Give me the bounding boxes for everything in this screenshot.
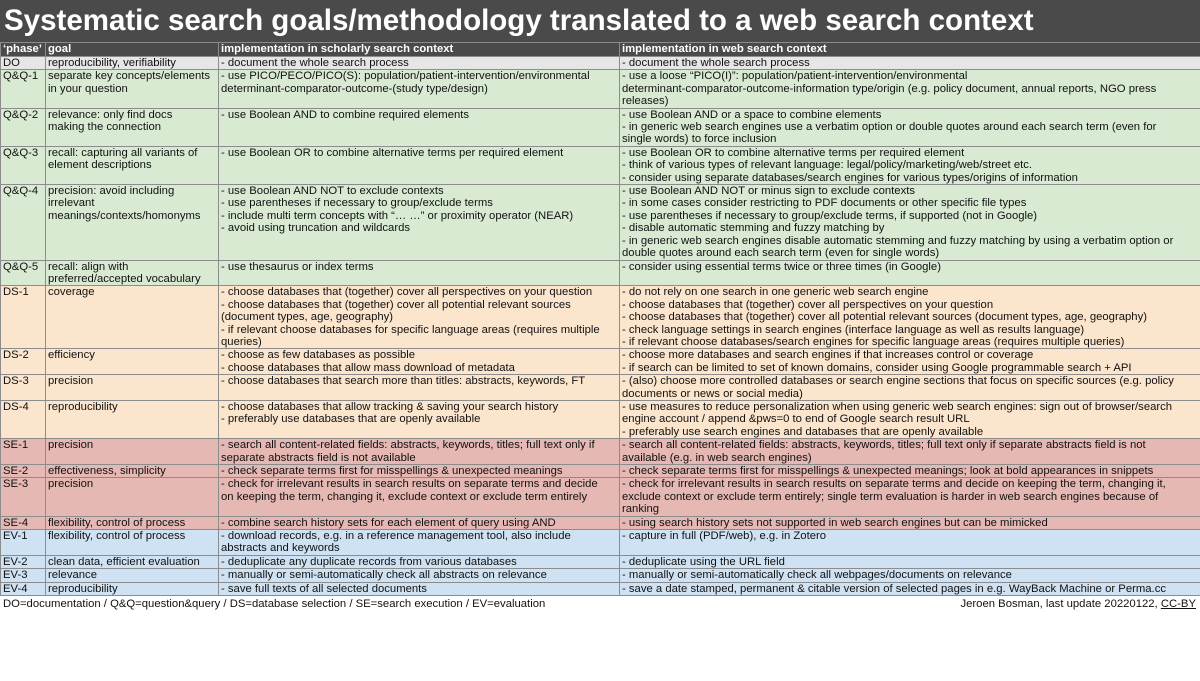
goal-line: reproducibility <box>48 582 118 595</box>
scholarly-line: on keeping the term, changing it, exclude context or exclude term entirely <box>221 490 588 503</box>
scholarly-line: - search all content-related fields: abstracts, keywords, titles; full text only if <box>221 439 595 452</box>
goal-line: in your question <box>48 82 128 95</box>
header-scholarly: implementation in scholarly search context <box>219 43 620 57</box>
table-row <box>1 260 1200 286</box>
goal-cell <box>46 478 219 516</box>
web-line: - in some cases consider restricting to PDF documents or other specific file types <box>622 197 1027 210</box>
web-line: - deduplicate using the URL field <box>622 555 785 568</box>
phase-cell: DO <box>1 57 46 70</box>
web-line: - using search history sets not supported in web search engines but can be mimicked <box>622 516 1048 529</box>
scholarly-line: separate abstracts field is not available <box>221 451 416 464</box>
scholarly-line: - choose databases that search more than titles: abstracts, keywords, FT <box>221 375 586 388</box>
scholarly-line: - if relevant choose databases for specific language areas (requires multiple <box>221 323 600 336</box>
scholarly-cell <box>219 478 620 516</box>
table-row <box>1 286 1200 349</box>
footer-credit-text: Jeroen Bosman, last update 20220122, <box>960 598 1161 611</box>
web-line: - consider using separate databases/search engines for various types/origins of information <box>622 171 1078 184</box>
web-line: exclude context or exclude term entirely; single term evaluation is harder in web search engines because of <box>622 490 1159 503</box>
table-row <box>1 400 1200 438</box>
phase-cell: EV-4 <box>1 582 46 595</box>
phase-cell: EV-3 <box>1 569 46 582</box>
scholarly-line: - include multi term concepts with “… …” or proximity operator (NEAR) <box>221 209 574 222</box>
web-line: double quotes around each search term (even for single words) <box>622 247 940 260</box>
web-cell <box>620 400 1200 438</box>
web-cell <box>620 185 1200 260</box>
web-line: - do not rely on one search in one generic web search engine <box>622 286 929 299</box>
web-line: - check for irrelevant results in search results on separate terms and decide on keeping the term, changing it, <box>622 478 1166 491</box>
phase-cell: SE-2 <box>1 465 46 478</box>
scholarly-cell <box>219 465 620 478</box>
web-cell <box>620 439 1200 465</box>
scholarly-line: - use PICO/PECO/PICO(S): population/patient-intervention/environmental <box>221 70 590 83</box>
web-line: - capture in full (PDF/web), e.g. in Zotero <box>622 530 827 543</box>
header-row <box>1 43 1200 57</box>
scholarly-cell <box>219 185 620 260</box>
web-line: - choose more databases and search engines if that increases control or coverage <box>622 349 1034 362</box>
footer-credit <box>960 596 1196 613</box>
goal-line: making the connection <box>48 121 162 134</box>
scholarly-cell <box>219 349 620 375</box>
web-cell <box>620 582 1200 595</box>
scholarly-cell <box>219 439 620 465</box>
web-cell <box>620 465 1200 478</box>
goal-cell <box>46 555 219 568</box>
table-row <box>1 185 1200 260</box>
goal-cell <box>46 349 219 375</box>
scholarly-cell <box>219 582 620 595</box>
scholarly-line: - use thesaurus or index terms <box>221 260 374 273</box>
web-cell <box>620 260 1200 286</box>
goal-line: coverage <box>48 286 95 299</box>
scholarly-cell <box>219 260 620 286</box>
web-cell <box>620 478 1200 516</box>
scholarly-line: - choose as few databases as possible <box>221 349 416 362</box>
goal-cell <box>46 70 219 108</box>
table-body <box>1 57 1200 596</box>
scholarly-line: queries) <box>221 335 262 348</box>
goal-line: meanings/contexts/homonyms <box>48 209 201 222</box>
phase-cell: Q&Q-2 <box>1 108 46 146</box>
goal-line: clean data, efficient evaluation <box>48 555 200 568</box>
web-line: - disable automatic stemming and fuzzy matching by <box>622 222 885 235</box>
license-link[interactable]: CC-BY <box>1160 598 1196 611</box>
footer-legend: DO=documentation / Q&Q=question&query / DS=database selection / SE=search execution / EV=evaluation <box>3 598 546 611</box>
scholarly-line: - download records, e.g. in a reference management tool, also include <box>221 530 571 543</box>
goal-line: relevance <box>48 569 97 582</box>
scholarly-line: - save full texts of all selected documents <box>221 582 427 595</box>
table-row <box>1 349 1200 375</box>
goal-line: flexibility, control of process <box>48 516 186 529</box>
web-line: - consider using essential terms twice or three times (in Google) <box>622 260 941 273</box>
goal-line: effectiveness, simplicity <box>48 465 166 477</box>
scholarly-cell <box>219 57 620 70</box>
table-row <box>1 146 1200 184</box>
goal-cell <box>46 108 219 146</box>
scholarly-line: - check for irrelevant results in search results on separate terms and decide <box>221 478 598 491</box>
web-line: - document the whole search process <box>622 57 810 69</box>
web-line: - use Boolean AND NOT or minus sign to exclude contexts <box>622 185 916 198</box>
goal-line: preferred/accepted vocabulary <box>48 272 201 285</box>
scholarly-line: - deduplicate any duplicate records from various databases <box>221 555 517 568</box>
web-line: - manually or semi-automatically check all webpages/documents on relevance <box>622 569 1012 582</box>
phase-cell: SE-1 <box>1 439 46 465</box>
goal-line: reproducibility, verifiability <box>48 57 176 69</box>
phase-cell: Q&Q-4 <box>1 185 46 260</box>
web-line: - check language settings in search engines (interface language as well as results language) <box>622 323 1085 336</box>
scholarly-cell <box>219 400 620 438</box>
scholarly-line: - manually or semi-automatically check all abstracts on relevance <box>221 569 547 582</box>
scholarly-line: - avoid using truncation and wildcards <box>221 222 411 235</box>
goal-line: flexibility, control of process <box>48 530 186 543</box>
scholarly-cell <box>219 146 620 184</box>
web-line: - use a loose “PICO(I)”: population/patient-intervention/environmental <box>622 70 968 83</box>
web-line: ranking <box>622 503 660 516</box>
web-line: - use Boolean AND or a space to combine elements <box>622 108 882 121</box>
header-web: implementation in web search context <box>620 43 1200 57</box>
web-cell <box>620 569 1200 582</box>
table-row <box>1 70 1200 108</box>
goal-line: relevance: only find docs <box>48 108 173 121</box>
phase-cell: EV-1 <box>1 530 46 556</box>
scholarly-line: determinant-comparator-outcome-(study type/design) <box>221 82 488 95</box>
table-row <box>1 516 1200 529</box>
scholarly-cell <box>219 70 620 108</box>
web-cell <box>620 286 1200 349</box>
web-line: - save a date stamped, permanent & citable version of selected pages in e.g. WayBack Machine or Perma.cc <box>622 582 1166 595</box>
scholarly-cell <box>219 530 620 556</box>
goal-line: precision <box>48 439 94 452</box>
table-row <box>1 375 1200 401</box>
web-cell <box>620 108 1200 146</box>
goal-cell <box>46 260 219 286</box>
scholarly-line: - use Boolean OR to combine alternative terms per required element <box>221 146 564 159</box>
web-line: - if search can be limited to set of known domains, consider using Google programmable search + API <box>622 361 1132 374</box>
methodology-table <box>0 42 1200 596</box>
scholarly-line: abstracts and keywords <box>221 542 340 555</box>
scholarly-line: - use Boolean AND to combine required elements <box>221 108 470 121</box>
goal-line: efficiency <box>48 349 95 362</box>
phase-cell: DS-2 <box>1 349 46 375</box>
table-row <box>1 478 1200 516</box>
web-line: - choose databases that (together) cover all potential relevant sources (document types, age, geography) <box>622 311 1147 324</box>
web-line: releases) <box>622 95 669 108</box>
web-line: - choose databases that (together) cover all perspectives on your question <box>622 298 994 311</box>
table-row <box>1 582 1200 595</box>
phase-cell: EV-2 <box>1 555 46 568</box>
web-line: - search all content-related fields: abstracts, keywords, titles; full text only if separate abstracts field is not <box>622 439 1146 452</box>
table-row <box>1 439 1200 465</box>
web-line: - use measures to reduce personalization when using generic web search engines: sign out of browser/search <box>622 400 1173 413</box>
goal-line: element descriptions <box>48 159 152 172</box>
goal-line: precision <box>48 375 94 388</box>
web-line: - (also) choose more controlled databases or search engine sections that focus on specific sources (e.g. policy <box>622 375 1174 388</box>
goal-cell <box>46 286 219 349</box>
table-row <box>1 530 1200 556</box>
scholarly-line: - document the whole search process <box>221 57 409 69</box>
web-line: - check separate terms first for misspellings & unexpected meanings; look at bold appearances in snippets <box>622 465 1154 477</box>
scholarly-line: - choose databases that (together) cover all perspectives on your question <box>221 286 593 299</box>
scholarly-line: - choose databases that (together) cover all potential relevant sources <box>221 298 571 311</box>
scholarly-cell <box>219 375 620 401</box>
web-cell <box>620 146 1200 184</box>
goal-cell <box>46 400 219 438</box>
web-line: available (e.g. in web search engines) <box>622 451 812 464</box>
table-row <box>1 555 1200 568</box>
web-line: - use parentheses if necessary to group/exclude terms, if supported (not in Google) <box>622 209 1038 222</box>
scholarly-cell <box>219 516 620 529</box>
web-line: - in generic web search engines use a verbatim option or double quotes around each search term (even for <box>622 121 1157 134</box>
goal-cell <box>46 375 219 401</box>
scholarly-line: - choose databases that allow tracking & saving your search history <box>221 400 559 413</box>
goal-line: separate key concepts/elements <box>48 70 211 83</box>
web-cell <box>620 530 1200 556</box>
scholarly-line: - choose databases that allow mass download of metadata <box>221 361 515 374</box>
scholarly-line: - combine search history sets for each element of query using AND <box>221 516 556 529</box>
web-line: - use Boolean OR to combine alternative terms per required element <box>622 146 965 159</box>
goal-cell <box>46 530 219 556</box>
web-line: - in generic web search engines disable automatic stemming and fuzzy matching by using a verbatim option or <box>622 234 1174 247</box>
header-phase: ‘phase’ <box>1 43 46 57</box>
web-cell <box>620 516 1200 529</box>
scholarly-cell <box>219 108 620 146</box>
table-row <box>1 57 1200 70</box>
phase-cell: DS-4 <box>1 400 46 438</box>
phase-cell: Q&Q-3 <box>1 146 46 184</box>
scholarly-line: - use Boolean AND NOT to exclude contexts <box>221 185 444 198</box>
scholarly-line: - check separate terms first for misspellings & unexpected meanings <box>221 465 563 477</box>
web-line: - preferably use search engines and databases that are openly available <box>622 425 984 438</box>
web-cell <box>620 349 1200 375</box>
goal-cell <box>46 185 219 260</box>
goal-cell <box>46 439 219 465</box>
web-cell <box>620 57 1200 70</box>
phase-cell: Q&Q-1 <box>1 70 46 108</box>
web-line: - think of various types of relevant language: legal/policy/marketing/web/street etc. <box>622 159 1033 172</box>
table-row <box>1 108 1200 146</box>
goal-cell <box>46 146 219 184</box>
scholarly-line: - preferably use databases that are openly available <box>221 413 481 426</box>
table-row <box>1 465 1200 478</box>
web-cell <box>620 70 1200 108</box>
goal-line: precision <box>48 478 94 491</box>
goal-cell <box>46 569 219 582</box>
goal-line: recall: capturing all variants of <box>48 146 198 159</box>
header-goal: goal <box>46 43 219 57</box>
goal-cell <box>46 582 219 595</box>
phase-cell: DS-3 <box>1 375 46 401</box>
web-line: documents or news or social media) <box>622 387 803 400</box>
web-cell <box>620 555 1200 568</box>
goal-line: precision: avoid including <box>48 185 175 198</box>
footer <box>0 596 1200 613</box>
phase-cell: SE-3 <box>1 478 46 516</box>
scholarly-cell <box>219 569 620 582</box>
scholarly-cell <box>219 286 620 349</box>
scholarly-cell <box>219 555 620 568</box>
table-row <box>1 569 1200 582</box>
goal-line: recall: align with <box>48 260 129 273</box>
web-line: single words) to force inclusion <box>622 133 777 146</box>
goal-line: irrelevant <box>48 197 95 210</box>
phase-cell: Q&Q-5 <box>1 260 46 286</box>
goal-cell <box>46 57 219 70</box>
goal-line: reproducibility <box>48 400 118 413</box>
web-line: engine account / append &pws=0 to end of Google search result URL <box>622 413 970 426</box>
web-cell <box>620 375 1200 401</box>
goal-cell <box>46 516 219 529</box>
phase-cell: SE-4 <box>1 516 46 529</box>
scholarly-line: (document types, age, geography) <box>221 311 394 324</box>
page-title: Systematic search goals/methodology translated to a web search context <box>0 0 1200 42</box>
phase-cell: DS-1 <box>1 286 46 349</box>
web-line: determinant-comparator-outcome-information type/origin (e.g. policy document, annual reports, NGO press <box>622 82 1157 95</box>
goal-cell <box>46 465 219 478</box>
web-line: - if relevant choose databases/search engines for specific language areas (requires multiple queries) <box>622 335 1125 348</box>
scholarly-line: - use parentheses if necessary to group/exclude terms <box>221 197 493 210</box>
